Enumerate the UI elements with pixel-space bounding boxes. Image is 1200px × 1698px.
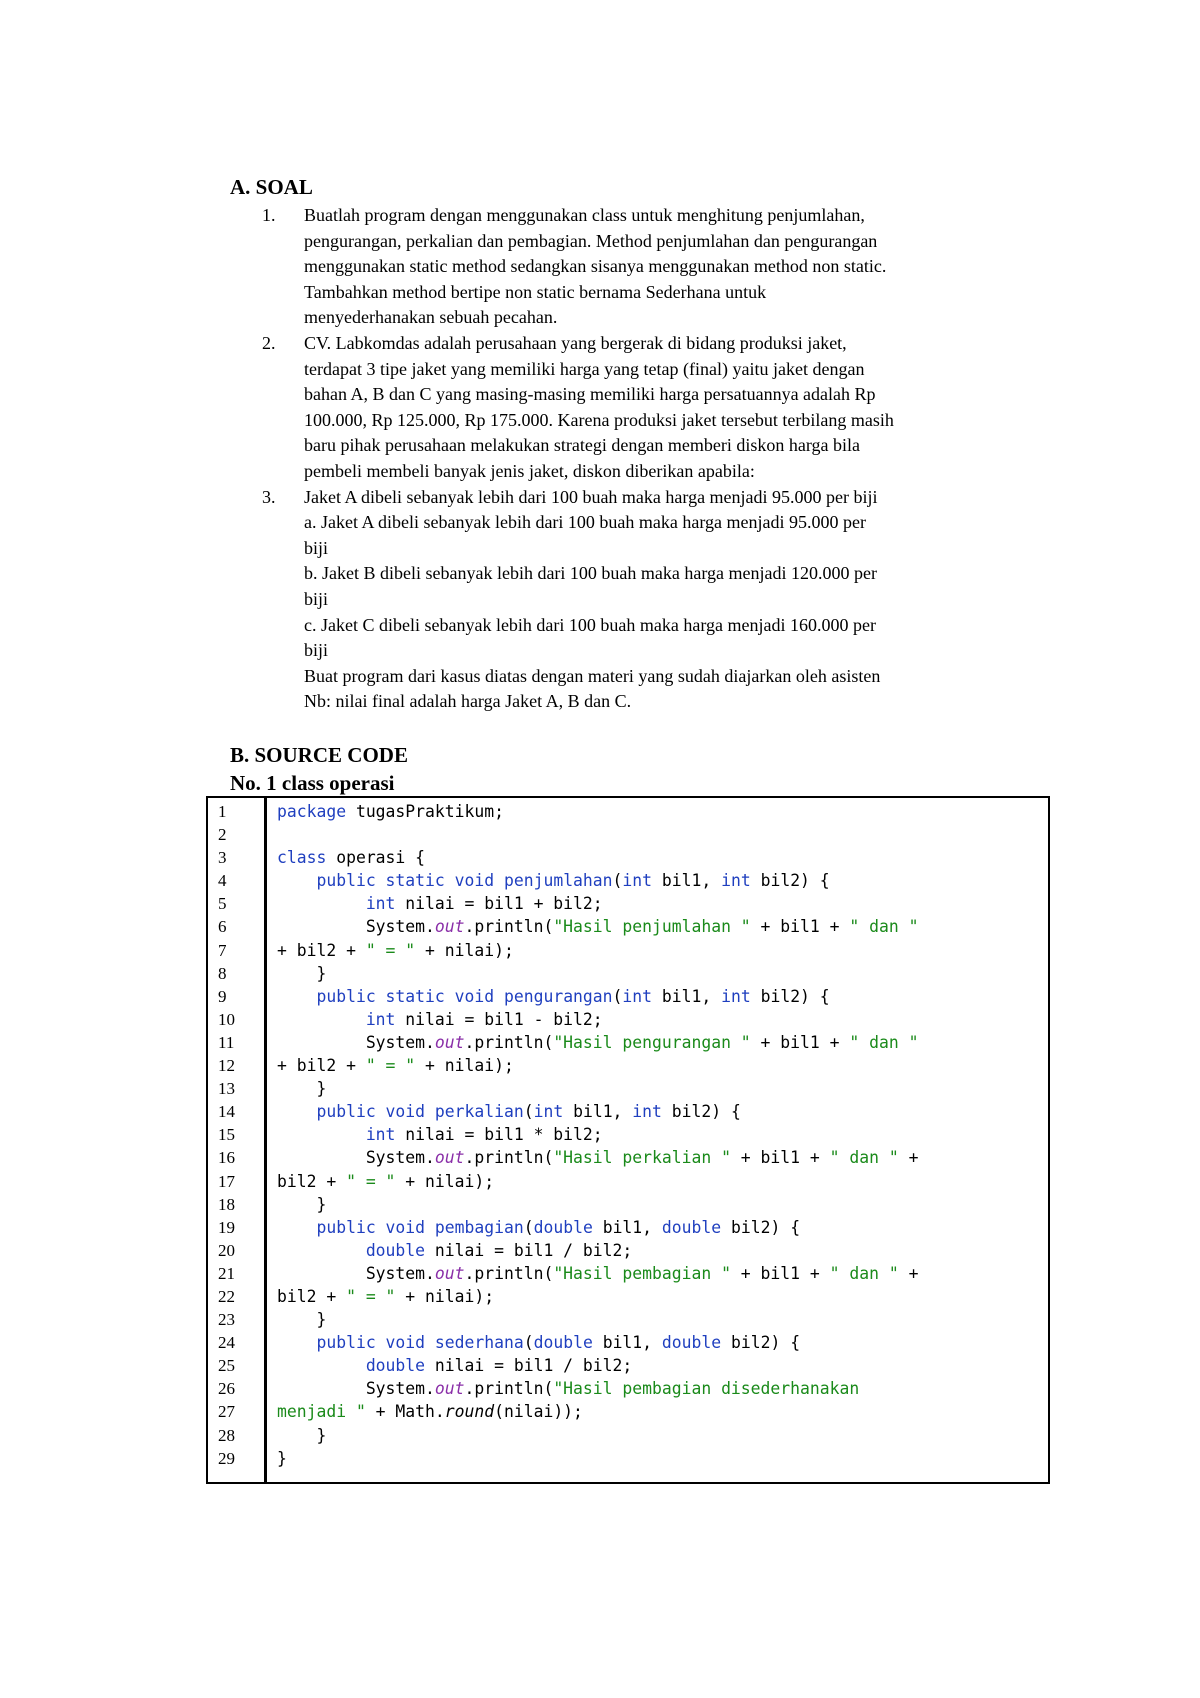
code-token: out [434, 1379, 465, 1399]
code-token [425, 1102, 435, 1121]
code-token: "Hasil pembagian disederhanakan [553, 1379, 860, 1399]
code-token: nilai = bil1 / bil2; [425, 1356, 633, 1376]
code-line [277, 1377, 918, 1400]
line-number: 9 [218, 986, 227, 1006]
code-token: System. [365, 1148, 435, 1168]
soal-line: Tambahkan method bertipe non static bernama Sederhana untuk [304, 281, 767, 302]
soal-line: menyederhanakan sebuah pecahan. [304, 307, 558, 328]
code-token: " = " [365, 940, 416, 960]
code-indent [277, 1379, 366, 1398]
code-indent [277, 894, 366, 913]
line-number: 1 [218, 802, 227, 821]
code-line [277, 1331, 918, 1354]
code-indent [277, 1102, 316, 1121]
line-number: 4 [218, 871, 227, 891]
line-number: 26 [218, 1379, 235, 1399]
code-token: + bil2 + [277, 940, 366, 960]
code-token: } [316, 1310, 327, 1330]
code-token: operasi { [326, 848, 426, 868]
code-token: public static void [316, 871, 495, 891]
code-token: (nilai)); [494, 1402, 583, 1422]
line-number-column [218, 800, 235, 1470]
code-indent [277, 917, 366, 936]
soal-line: Buat program dari kasus diatas dengan materi yang sudah diajarkan oleh asisten [304, 665, 881, 686]
code-line [277, 962, 918, 985]
code-token: int [365, 1125, 396, 1145]
code-line [277, 985, 918, 1008]
line-number: 7 [218, 940, 227, 960]
code-token: int [365, 894, 396, 914]
code-token: public static void [316, 986, 495, 1006]
code-token: nilai = bil1 - bil2; [395, 1009, 603, 1029]
soal-item-3 [262, 485, 1062, 715]
line-number: 16 [218, 1148, 235, 1168]
code-token: double [533, 1333, 593, 1353]
code-token: } [316, 1425, 327, 1445]
line-number: 17 [218, 1171, 235, 1191]
line-number: 19 [218, 1217, 235, 1237]
code-token: + bil1 + [730, 1148, 830, 1168]
code-caption: No. 1 class operasi [230, 771, 395, 795]
code-line [277, 1308, 918, 1331]
code-token: + nilai); [395, 1171, 495, 1191]
code-line [277, 1239, 918, 1262]
code-token: System. [365, 1032, 435, 1052]
line-number: 25 [218, 1356, 235, 1376]
soal-line: c. Jaket C dibeli sebanyak lebih dari 100 buah maka harga menjadi 160.000 per [304, 614, 877, 635]
code-token: out [434, 1032, 465, 1052]
soal-line: terdapat 3 tipe jaket yang memiliki harga yang tetap (final) yaitu jaket dengan [304, 358, 865, 379]
code-token: .println( [464, 1148, 554, 1168]
line-number: 22 [218, 1286, 235, 1306]
code-token: ( [612, 871, 623, 891]
code-indent [277, 1218, 316, 1237]
soal-item-1 [262, 203, 1062, 331]
line-number: 23 [218, 1310, 235, 1330]
line-number: 5 [218, 894, 227, 914]
soal-item-2 [262, 331, 1062, 485]
soal-number: 3. [262, 486, 276, 507]
code-token: public void [316, 1102, 426, 1122]
code-token: .println( [464, 917, 554, 937]
line-number: 12 [218, 1056, 235, 1076]
code-column [277, 800, 918, 1470]
code-token: ( [523, 1102, 534, 1122]
code-indent [277, 1356, 366, 1375]
code-line [277, 1100, 918, 1123]
code-line [277, 869, 918, 892]
line-number: 13 [218, 1079, 235, 1099]
code-line [277, 1262, 918, 1285]
code-token: public void [316, 1333, 426, 1353]
code-token: "Hasil pengurangan " [553, 1032, 751, 1052]
code-token: int [622, 871, 653, 891]
line-number: 18 [218, 1194, 235, 1214]
code-listing [206, 796, 1050, 1484]
code-token: .println( [464, 1263, 554, 1283]
line-number: 10 [218, 1009, 235, 1029]
code-token: int [632, 1102, 662, 1122]
code-token: " dan " [829, 1263, 899, 1283]
code-token: } [277, 1448, 287, 1468]
code-token [425, 1218, 435, 1237]
line-number: 3 [218, 848, 227, 868]
code-line [277, 1424, 918, 1447]
code-token: bil2) { [750, 871, 830, 891]
code-token: round [444, 1402, 495, 1422]
code-token [494, 871, 504, 890]
code-token: int [622, 986, 653, 1006]
code-line [277, 800, 918, 823]
code-token: nilai = bil1 + bil2; [395, 894, 603, 914]
code-token: pembagian [434, 1217, 524, 1237]
code-token: .println( [464, 1379, 554, 1399]
code-line [277, 1170, 918, 1193]
soal-list [262, 203, 1062, 715]
code-token: bil1, [652, 871, 722, 891]
code-indent [277, 987, 316, 1006]
code-line [277, 1054, 918, 1077]
code-token: double [533, 1217, 593, 1237]
code-token: int [533, 1102, 564, 1122]
code-gutter-divider [264, 798, 267, 1482]
code-token: "Hasil perkalian " [553, 1148, 731, 1168]
code-token: " = " [346, 1286, 396, 1306]
code-token: + Math. [365, 1402, 445, 1422]
code-token: + nilai); [415, 940, 514, 960]
line-number: 8 [218, 963, 227, 983]
code-indent [277, 871, 316, 890]
code-token: pengurangan [503, 986, 613, 1006]
code-token: .println( [464, 1032, 554, 1052]
code-token: int [721, 986, 751, 1006]
code-line [277, 1354, 918, 1377]
code-token: menjadi " [277, 1402, 366, 1422]
line-number: 28 [218, 1425, 235, 1445]
code-token: " = " [346, 1171, 396, 1191]
line-number: 15 [218, 1125, 235, 1145]
code-token: nilai = bil1 * bil2; [395, 1125, 603, 1145]
code-token: tugasPraktikum; [346, 802, 504, 821]
code-token: class [277, 848, 327, 868]
section-a-heading: A. SOAL [230, 175, 313, 199]
soal-line: bahan A, B dan C yang masing-masing memiliki harga persatuannya adalah Rp [304, 384, 876, 405]
code-token: ( [612, 986, 623, 1006]
code-token: bil2) { [721, 1217, 801, 1237]
code-token: double [661, 1217, 722, 1237]
code-line [277, 1123, 918, 1146]
code-token: + bil2 + [277, 1056, 366, 1076]
line-number: 6 [218, 917, 227, 937]
code-line [277, 1031, 918, 1054]
soal-line: Jaket A dibeli sebanyak lebih dari 100 buah maka harga menjadi 95.000 per biji [304, 486, 878, 507]
soal-line: biji [304, 640, 329, 661]
code-token: bil2 + [277, 1286, 347, 1306]
code-indent [277, 1241, 366, 1260]
code-token: public void [316, 1217, 426, 1237]
soal-line: biji [304, 588, 329, 609]
code-token: System. [365, 1263, 435, 1283]
code-indent [277, 1010, 366, 1029]
code-token: out [434, 917, 465, 937]
code-token: out [434, 1148, 465, 1168]
soal-line: 100.000, Rp 125.000, Rp 175.000. Karena produksi jaket tersebut terbilang masih [304, 409, 894, 430]
code-token: bil2 + [277, 1171, 347, 1191]
code-token: bil1, [592, 1333, 662, 1353]
code-line [277, 1008, 918, 1031]
code-token: " dan " [849, 917, 919, 937]
soal-text [304, 331, 1062, 485]
code-token: bil1, [652, 986, 722, 1006]
line-number: 21 [218, 1263, 235, 1283]
code-indent [277, 1125, 366, 1144]
code-token: bil2) { [721, 1333, 801, 1353]
line-number: 24 [218, 1333, 235, 1353]
line-number: 2 [218, 825, 227, 845]
soal-text [304, 203, 1062, 331]
code-indent [277, 1195, 316, 1214]
code-token: penjumlahan [503, 871, 613, 891]
code-token [425, 1333, 435, 1352]
soal-line: baru pihak perusahaan melakukan strategi dengan memberi diskon harga bila [304, 435, 860, 456]
code-token: + bil1 + [750, 1032, 850, 1052]
code-token: ( [523, 1333, 534, 1353]
code-token: bil1, [592, 1217, 662, 1237]
code-token: System. [365, 917, 435, 937]
code-token: double [365, 1356, 426, 1376]
code-line [277, 1146, 918, 1169]
code-token: double [365, 1240, 426, 1260]
code-line [277, 823, 918, 846]
code-token: + nilai); [395, 1286, 495, 1306]
soal-number: 1. [262, 205, 276, 225]
code-token: ( [523, 1217, 534, 1237]
code-token: int [721, 871, 751, 891]
code-token: " dan " [829, 1148, 899, 1168]
code-line [277, 915, 918, 938]
code-indent [277, 1333, 316, 1352]
code-token: + [898, 1263, 919, 1283]
code-token: "Hasil penjumlahan " [553, 917, 751, 937]
code-line [277, 1216, 918, 1239]
line-number: 29 [218, 1448, 235, 1468]
code-token: + [898, 1148, 919, 1168]
code-token: bil2) { [750, 986, 830, 1006]
code-line [277, 1285, 918, 1308]
code-token: nilai = bil1 / bil2; [425, 1240, 633, 1260]
code-indent [277, 964, 316, 983]
code-line [277, 1193, 918, 1216]
line-number: 14 [218, 1102, 235, 1122]
line-number: 27 [218, 1402, 235, 1422]
code-token: int [365, 1009, 396, 1029]
code-token: + bil1 + [730, 1263, 830, 1283]
soal-line: Buatlah program dengan menggunakan class untuk menghitung penjumlahan, [304, 205, 865, 225]
code-token: sederhana [434, 1333, 524, 1353]
code-token: " = " [365, 1056, 416, 1076]
code-token: System. [365, 1379, 435, 1399]
code-indent [277, 1079, 316, 1098]
code-line [277, 846, 918, 869]
code-line [277, 1400, 918, 1423]
code-line [277, 1447, 918, 1470]
soal-line: biji [304, 537, 329, 558]
code-indent [277, 1426, 316, 1445]
code-token: package [277, 802, 347, 821]
code-indent [277, 1310, 316, 1329]
soal-line: pembeli membeli banyak jenis jaket, diskon diberikan apabila: [304, 460, 755, 481]
soal-text [304, 485, 1062, 715]
code-indent [277, 1033, 366, 1052]
soal-number: 2. [262, 332, 276, 353]
line-number: 20 [218, 1240, 235, 1260]
soal-line: CV. Labkomdas adalah perusahaan yang bergerak di bidang produksi jaket, [304, 332, 847, 353]
code-token: double [661, 1333, 722, 1353]
code-line [277, 892, 918, 915]
code-token: + bil1 + [750, 917, 850, 937]
code-token: perkalian [434, 1102, 524, 1122]
code-token: } [316, 1194, 327, 1214]
line-number: 11 [218, 1032, 235, 1052]
soal-line: pengurangan, perkalian dan pembagian. Method penjumlahan dan pengurangan [304, 230, 878, 251]
code-line [277, 1077, 918, 1100]
code-token: out [434, 1263, 465, 1283]
code-token: } [316, 1079, 327, 1099]
soal-line: menggunakan static method sedangkan sisanya menggunakan method non static. [304, 256, 887, 277]
code-token: + nilai); [415, 1056, 514, 1076]
code-token: "Hasil pembagian " [553, 1263, 731, 1283]
code-token: " dan " [849, 1032, 919, 1052]
code-indent [277, 1264, 366, 1283]
section-b-heading: B. SOURCE CODE [230, 743, 408, 767]
code-token: bil2) { [661, 1102, 741, 1122]
code-token: bil1, [563, 1102, 633, 1122]
code-token [494, 987, 504, 1006]
soal-line: Nb: nilai final adalah harga Jaket A, B dan C. [304, 691, 632, 712]
code-line [277, 939, 918, 962]
soal-line: b. Jaket B dibeli sebanyak lebih dari 100 buah maka harga menjadi 120.000 per [304, 563, 878, 584]
code-token: } [316, 963, 327, 983]
code-indent [277, 1148, 366, 1167]
soal-line: a. Jaket A dibeli sebanyak lebih dari 100 buah maka harga menjadi 95.000 per [304, 512, 867, 533]
